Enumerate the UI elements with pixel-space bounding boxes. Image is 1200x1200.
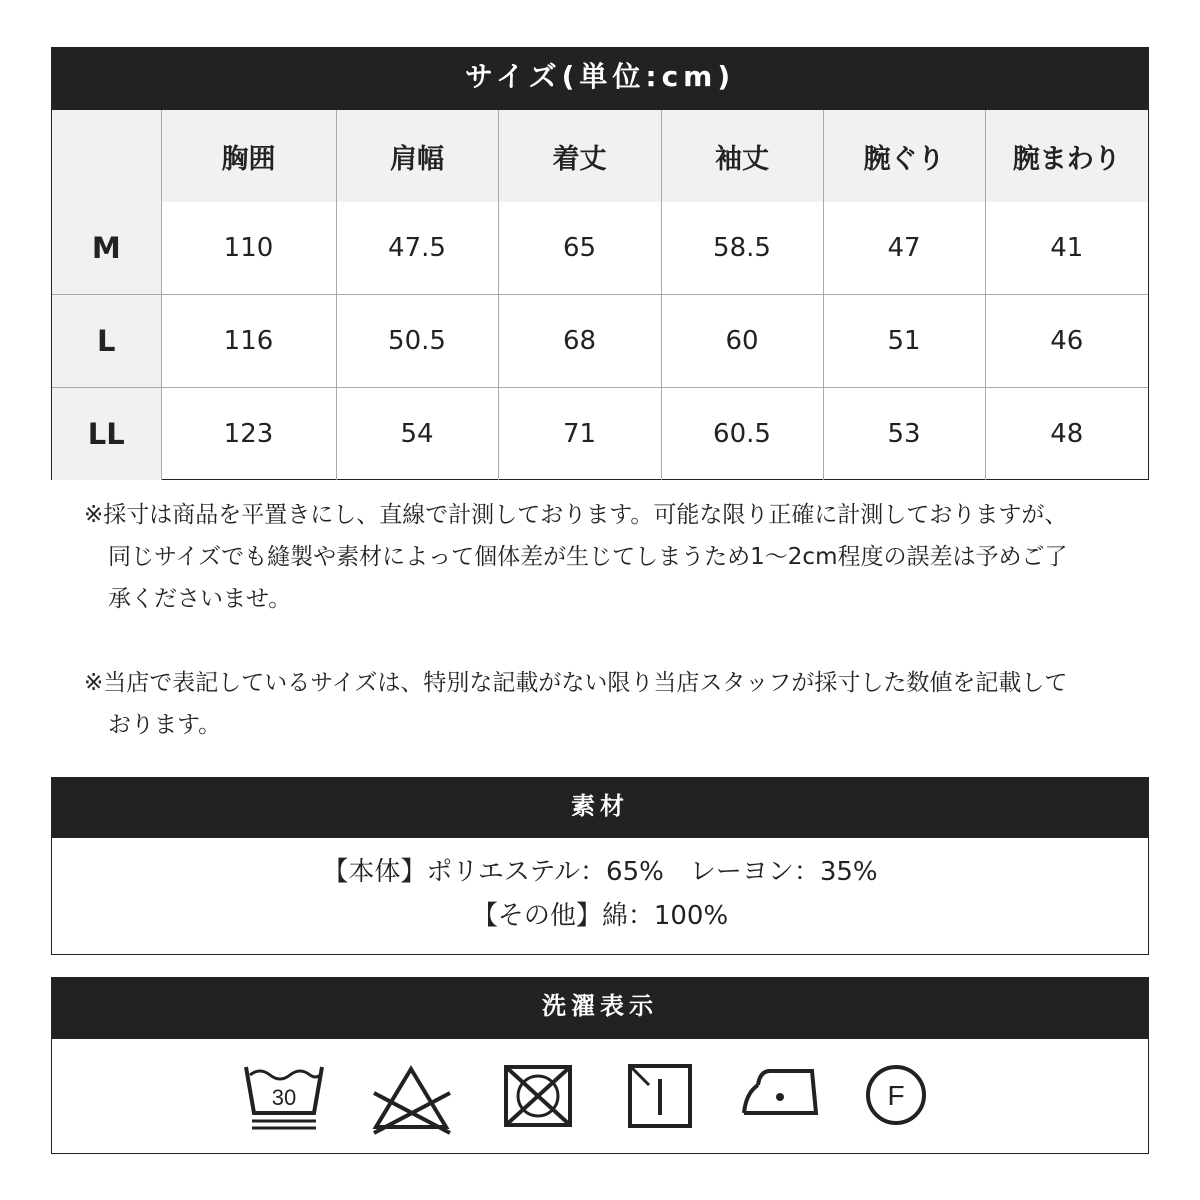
size-label: LL bbox=[52, 388, 161, 481]
table-cell: 54 bbox=[336, 388, 498, 481]
material-line-other: 【その他】綿：100% bbox=[471, 901, 729, 931]
table-cell: 60.5 bbox=[661, 388, 823, 481]
size-label: M bbox=[52, 202, 161, 295]
table-cell: 41 bbox=[985, 202, 1148, 295]
column-header: 袖丈 bbox=[661, 110, 823, 202]
column-header: 腕ぐり bbox=[823, 110, 985, 202]
care-title: 洗濯表示 bbox=[52, 978, 1148, 1039]
no-bleach-icon bbox=[370, 1063, 452, 1135]
table-cell: 47.5 bbox=[336, 202, 498, 295]
column-header: 着丈 bbox=[498, 110, 661, 202]
table-cell: 123 bbox=[161, 388, 336, 481]
table-cell: 71 bbox=[498, 388, 661, 481]
no-tumble-dry-icon bbox=[502, 1063, 574, 1129]
size-label: L bbox=[52, 295, 161, 388]
table-cell: 58.5 bbox=[661, 202, 823, 295]
iron-low-icon bbox=[740, 1063, 820, 1119]
table-row bbox=[52, 202, 1148, 295]
table-cell: 65 bbox=[498, 202, 661, 295]
table-row bbox=[52, 388, 1148, 481]
table-cell: 68 bbox=[498, 295, 661, 388]
dry-clean-letter: F bbox=[887, 1080, 905, 1111]
table-cell: 50.5 bbox=[336, 295, 498, 388]
size-notation-note bbox=[84, 662, 1084, 746]
table-cell: 53 bbox=[823, 388, 985, 481]
table-cell: 60 bbox=[661, 295, 823, 388]
wash-30-icon bbox=[242, 1063, 326, 1133]
material-body bbox=[52, 838, 1148, 938]
measurement-note bbox=[84, 494, 1084, 620]
table-cell: 110 bbox=[161, 202, 336, 295]
note-text: ※採寸は商品を平置きにし、直線で計測しております。可能な限り正確に計測しておりますが、同じサイズでも縫製や素材によって個体差が生じてしまうため1～2cm程度の誤差は予めご了承くださいませ。 bbox=[84, 502, 1068, 612]
table-cell: 48 bbox=[985, 388, 1148, 481]
dry-clean-f-icon bbox=[864, 1063, 928, 1127]
note-text: ※当店で表記しているサイズは、特別な記載がない限り当店スタッフが採寸した数値を記載しております。 bbox=[84, 670, 1068, 738]
wash-temperature: 30 bbox=[271, 1085, 297, 1110]
material-line-body: 【本体】ポリエステル：65% レーヨン：35% bbox=[322, 857, 878, 887]
line-dry-shade-icon bbox=[627, 1063, 693, 1129]
table-row bbox=[52, 295, 1148, 388]
column-header: 腕まわり bbox=[985, 110, 1148, 202]
material-panel bbox=[51, 777, 1149, 955]
material-title: 素材 bbox=[52, 778, 1148, 838]
size-panel bbox=[51, 47, 1149, 480]
size-table bbox=[52, 110, 1148, 480]
column-header: 肩幅 bbox=[336, 110, 498, 202]
care-panel bbox=[51, 977, 1149, 1154]
care-icons bbox=[52, 1039, 1148, 1153]
table-cell: 51 bbox=[823, 295, 985, 388]
column-header: 胸囲 bbox=[161, 110, 336, 202]
size-title: サイズ(単位:cm) bbox=[52, 48, 1148, 110]
size-table-header bbox=[52, 110, 1148, 202]
size-header-corner bbox=[52, 110, 161, 202]
table-cell: 46 bbox=[985, 295, 1148, 388]
table-cell: 47 bbox=[823, 202, 985, 295]
table-cell: 116 bbox=[161, 295, 336, 388]
